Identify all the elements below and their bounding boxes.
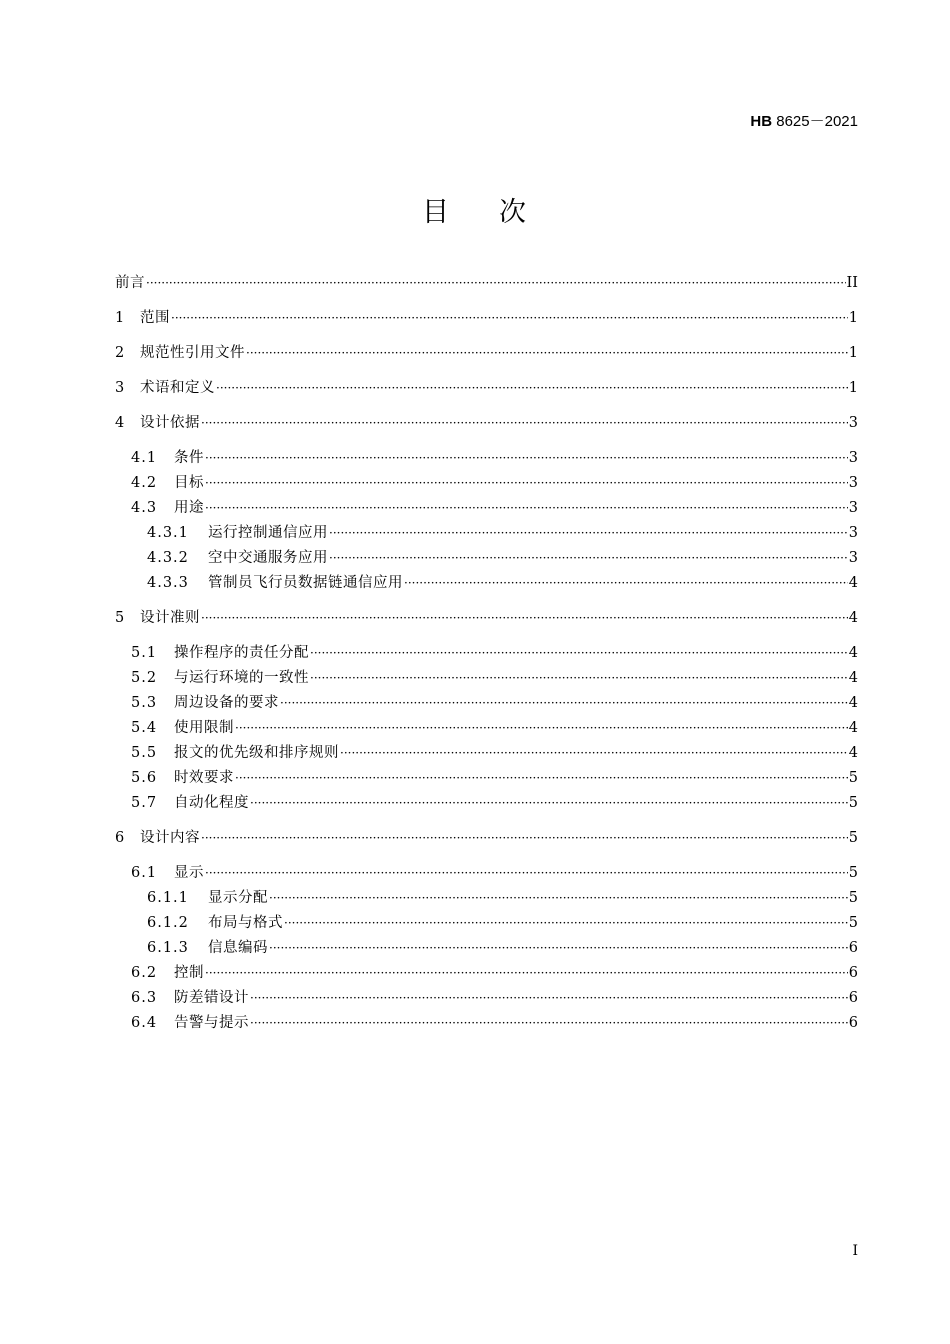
toc-leader-dots: [250, 793, 848, 813]
toc-entry-page: 4: [848, 745, 858, 761]
toc-entry-number: 5.4: [131, 720, 158, 736]
toc-leader-dots: [205, 863, 848, 883]
toc-entry-page: 3: [848, 475, 858, 491]
toc-entry-text: 设计依据: [140, 415, 200, 431]
toc-leader-dots: [235, 768, 848, 788]
toc-entry-page: 1: [848, 310, 858, 326]
toc-entry-page: 1: [848, 345, 858, 361]
toc-entry-5-2[interactable]: [131, 668, 858, 688]
toc-entry-5-5[interactable]: [131, 743, 858, 763]
toc-entry-page: 6: [848, 965, 858, 981]
toc-leader-dots: [205, 448, 848, 468]
toc-entry-6-1-1[interactable]: [147, 888, 858, 908]
toc-entry-text: 运行控制通信应用: [208, 525, 328, 541]
toc-entry-text: 术语和定义: [140, 380, 215, 396]
toc-entry-number: 6: [115, 830, 126, 846]
toc-entry-text: 用途: [174, 500, 204, 516]
toc-leader-dots: [250, 988, 848, 1008]
toc-entry-number: 4: [115, 415, 126, 431]
toc-entry-page: 6: [848, 1015, 858, 1031]
toc-leader-dots: [205, 473, 848, 493]
toc-entry-5-4[interactable]: [131, 718, 858, 738]
toc-entry-page: 5: [848, 865, 858, 881]
page-number: I: [852, 1243, 858, 1259]
toc-leader-dots: [340, 743, 848, 763]
toc-entry-number: 5.2: [131, 670, 158, 686]
toc-leader-dots: [310, 643, 848, 663]
toc-entry-page: 4: [848, 575, 858, 591]
standard-number: 8625－2021: [776, 113, 858, 130]
toc-entry-6-2[interactable]: [131, 963, 858, 983]
toc-entry-2[interactable]: [115, 343, 858, 363]
toc-entry-5[interactable]: [115, 608, 858, 628]
toc-entry-text: 显示分配: [208, 890, 268, 906]
toc-leader-dots: [269, 938, 848, 958]
toc-entry-number: 4.3.1: [147, 525, 189, 541]
toc-leader-dots: [146, 273, 846, 293]
toc-entry-foreword[interactable]: [115, 273, 858, 293]
toc-entry-page: 3: [848, 450, 858, 466]
toc-entry-text: 控制: [174, 965, 204, 981]
toc-entry-number: 5: [115, 610, 126, 626]
toc-entry-6[interactable]: [115, 828, 858, 848]
toc-entry-number: 6.2: [131, 965, 158, 981]
toc-leader-dots: [205, 963, 848, 983]
toc-entry-text: 布局与格式: [208, 915, 283, 931]
toc-entry-4-2[interactable]: [131, 473, 858, 493]
toc-entry-text: 条件: [174, 450, 204, 466]
toc-entry-number: 6.3: [131, 990, 158, 1006]
toc-entry-text: 显示: [174, 865, 204, 881]
toc-entry-text: 防差错设计: [174, 990, 249, 1006]
toc-leader-dots: [329, 548, 848, 568]
toc-entry-page: 4: [848, 695, 858, 711]
toc-entry-number: 6.1.3: [147, 940, 189, 956]
toc-entry-page: 5: [848, 915, 858, 931]
toc-entry-4[interactable]: [115, 413, 858, 433]
toc-entry-number: 4.3: [131, 500, 158, 516]
toc-entry-1[interactable]: [115, 308, 858, 328]
toc-leader-dots: [269, 888, 848, 908]
toc-entry-text: 与运行环境的一致性: [174, 670, 309, 686]
toc-entry-page: 5: [848, 795, 858, 811]
toc-entry-number: 2: [115, 345, 126, 361]
toc-entry-6-1[interactable]: [131, 863, 858, 883]
toc-leader-dots: [235, 718, 848, 738]
toc-entry-page: II: [846, 275, 858, 291]
toc-entry-text: 周边设备的要求: [174, 695, 279, 711]
title-char-1: 目: [422, 197, 451, 228]
toc-entry-number: 4.1: [131, 450, 158, 466]
toc-entry-text: 空中交通服务应用: [208, 550, 328, 566]
toc-entry-number: 6.4: [131, 1015, 158, 1031]
toc-entry-page: 4: [848, 720, 858, 736]
toc-entry-text: 规范性引用文件: [140, 345, 245, 361]
toc-entry-page: 3: [848, 415, 858, 431]
toc-leader-dots: [201, 413, 848, 433]
toc-entry-page: 3: [848, 500, 858, 516]
toc-entry-number: 6.1.1: [147, 890, 189, 906]
toc-entry-page: 4: [848, 670, 858, 686]
toc-leader-dots: [280, 693, 848, 713]
toc-entry-5-3[interactable]: [131, 693, 858, 713]
toc-entry-number: 5.6: [131, 770, 158, 786]
toc-leader-dots: [329, 523, 848, 543]
toc-leader-dots: [310, 668, 848, 688]
toc-entry-page: 1: [848, 380, 858, 396]
toc-leader-dots: [250, 1013, 848, 1033]
toc-entry-number: 5.5: [131, 745, 158, 761]
toc-entry-text: 目标: [174, 475, 204, 491]
toc-entry-text: 设计准则: [140, 610, 200, 626]
toc-entry-number: 3: [115, 380, 126, 396]
toc-entry-page: 6: [848, 990, 858, 1006]
toc-entry-5-7[interactable]: [131, 793, 858, 813]
toc-entry-page: 6: [848, 940, 858, 956]
toc-entry-text: 使用限制: [174, 720, 234, 736]
toc-leader-dots: [205, 498, 848, 518]
toc-entry-text: 告警与提示: [174, 1015, 249, 1031]
toc-entry-3[interactable]: [115, 378, 858, 398]
toc-entry-4-3[interactable]: [131, 498, 858, 518]
toc-entry-text: 操作程序的责任分配: [174, 645, 309, 661]
toc-entry-text: 报文的优先级和排序规则: [174, 745, 339, 761]
toc-entry-text: 时效要求: [174, 770, 234, 786]
toc-entry-6-3[interactable]: [131, 988, 858, 1008]
toc-entry-4-3-1[interactable]: [147, 523, 858, 543]
toc-leader-dots: [246, 343, 848, 363]
toc-entry-number: 5.3: [131, 695, 158, 711]
toc-entry-page: 4: [848, 610, 858, 626]
toc-entry-6-4[interactable]: [131, 1013, 858, 1033]
toc-entry-page: 4: [848, 645, 858, 661]
toc-entry-text: 前言: [115, 275, 145, 291]
toc-leader-dots: [201, 828, 848, 848]
toc-entry-number: 6.1.2: [147, 915, 189, 931]
toc-leader-dots: [216, 378, 848, 398]
toc-entry-number: 4.2: [131, 475, 158, 491]
toc-entry-page: 3: [848, 525, 858, 541]
toc-leader-dots: [201, 608, 848, 628]
toc-entry-6-1-3[interactable]: [147, 938, 858, 958]
toc-entry-number: 4.3.2: [147, 550, 189, 566]
toc-entry-page: 3: [848, 550, 858, 566]
standard-prefix: HB: [750, 113, 773, 130]
toc-entry-text: 自动化程度: [174, 795, 249, 811]
toc-entry-page: 5: [848, 830, 858, 846]
toc-entry-4-3-2[interactable]: [147, 548, 858, 568]
toc-entry-number: 5.7: [131, 795, 158, 811]
toc-entry-text: 范围: [140, 310, 170, 326]
toc-entry-5-1[interactable]: [131, 643, 858, 663]
toc-entry-page: 5: [848, 890, 858, 906]
toc-entry-number: 1: [115, 310, 126, 326]
toc-leader-dots: [284, 913, 848, 933]
title-char-2: 次: [499, 197, 528, 228]
toc-leader-dots: [404, 573, 848, 593]
toc-entry-text: 设计内容: [140, 830, 200, 846]
toc-entry-5-6[interactable]: [131, 768, 858, 788]
toc-entry-number: 5.1: [131, 645, 158, 661]
toc-entry-text: 信息编码: [208, 940, 268, 956]
toc-entry-number: 6.1: [131, 865, 158, 881]
toc-entry-4-3-3[interactable]: [147, 573, 858, 593]
toc-entry-number: 4.3.3: [147, 575, 189, 591]
toc-entry-4-1[interactable]: [131, 448, 858, 468]
toc-leader-dots: [171, 308, 848, 328]
toc-entry-text: 管制员飞行员数据链通信应用: [208, 575, 403, 591]
toc-entry-6-1-2[interactable]: [147, 913, 858, 933]
toc-entry-page: 5: [848, 770, 858, 786]
